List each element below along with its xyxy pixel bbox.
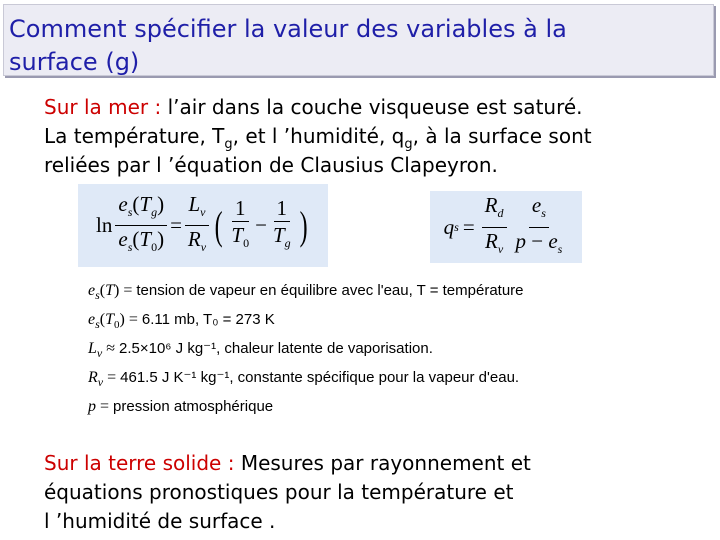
- definition-row: $R_v = 461.5$ J K⁻¹ kg⁻¹, constante spécifique pour la vapeur d'eau.: [88, 369, 520, 390]
- definition-text: 461.5 J K⁻¹ kg⁻¹, constante spécifique pour la vapeur d'eau.: [120, 369, 520, 386]
- land-line-1: [44, 449, 531, 478]
- sea-line-1: [44, 93, 583, 122]
- land-line-3: l ’humidité de surface .: [44, 509, 276, 533]
- sea-line-3: reliées par l ’équation de Clausius Clapeyron.: [44, 153, 498, 177]
- sea-text-2b: , et l ’humidité, q: [232, 124, 405, 148]
- sea-label: Sur la mer :: [44, 95, 168, 119]
- definition-text: 2.5×10⁶ J kg⁻¹, chaleur latente de vaporisation.: [119, 340, 433, 357]
- definition-row: $L_v \approx 2.5\times 10^6$ J kg⁻¹, chaleur latente de vaporisation.: [88, 340, 433, 361]
- definition-text: 6.11 mb, T₀ = 273 K: [141, 311, 275, 328]
- definition-text: pression atmosphérique: [113, 398, 274, 415]
- sea-text-1: l’air dans la couche visqueuse est saturé.: [167, 95, 583, 119]
- definition-row: $e_s(T)$ = tension de vapeur en équilibre avec l'eau, T = température: [88, 282, 524, 303]
- sea-sub-2: g: [404, 137, 413, 152]
- land-line-2: équations pronostiques pour la température et: [44, 480, 514, 504]
- clausius-clapeyron-formula: ln $\frac{e_s(T_g)}{e_s(T_0)}$ = $\frac{L_v}{R_v}$ ( $\frac{1}{T_0}$ − $\frac{1}{T_g}$ ): [78, 184, 328, 267]
- definition-row: $e_s(T_0) = 6.11$ mb, T₀ = 273 K: [88, 311, 275, 332]
- sea-sub-1: g: [224, 137, 233, 152]
- land-text-1: Mesures par rayonnement et: [240, 451, 531, 475]
- definitions-list: [88, 276, 608, 421]
- sea-text-2a: La température, T: [44, 124, 225, 148]
- land-label: Sur la terre solide :: [44, 451, 241, 475]
- specific-humidity-formula: q s = $\frac{R_d}{R_v}$ $\frac{e_s}{p - e_s}$: [430, 191, 582, 263]
- definition-text: tension de vapeur en équilibre avec l'eau, T = température: [136, 282, 524, 299]
- definition-row: p = pression atmosphérique: [88, 398, 274, 415]
- slide-title: Comment spécifier la valeur des variables à la surface (g): [9, 15, 567, 76]
- sea-text-2c: , à la surface sont: [412, 124, 592, 148]
- title-box: [3, 4, 714, 76]
